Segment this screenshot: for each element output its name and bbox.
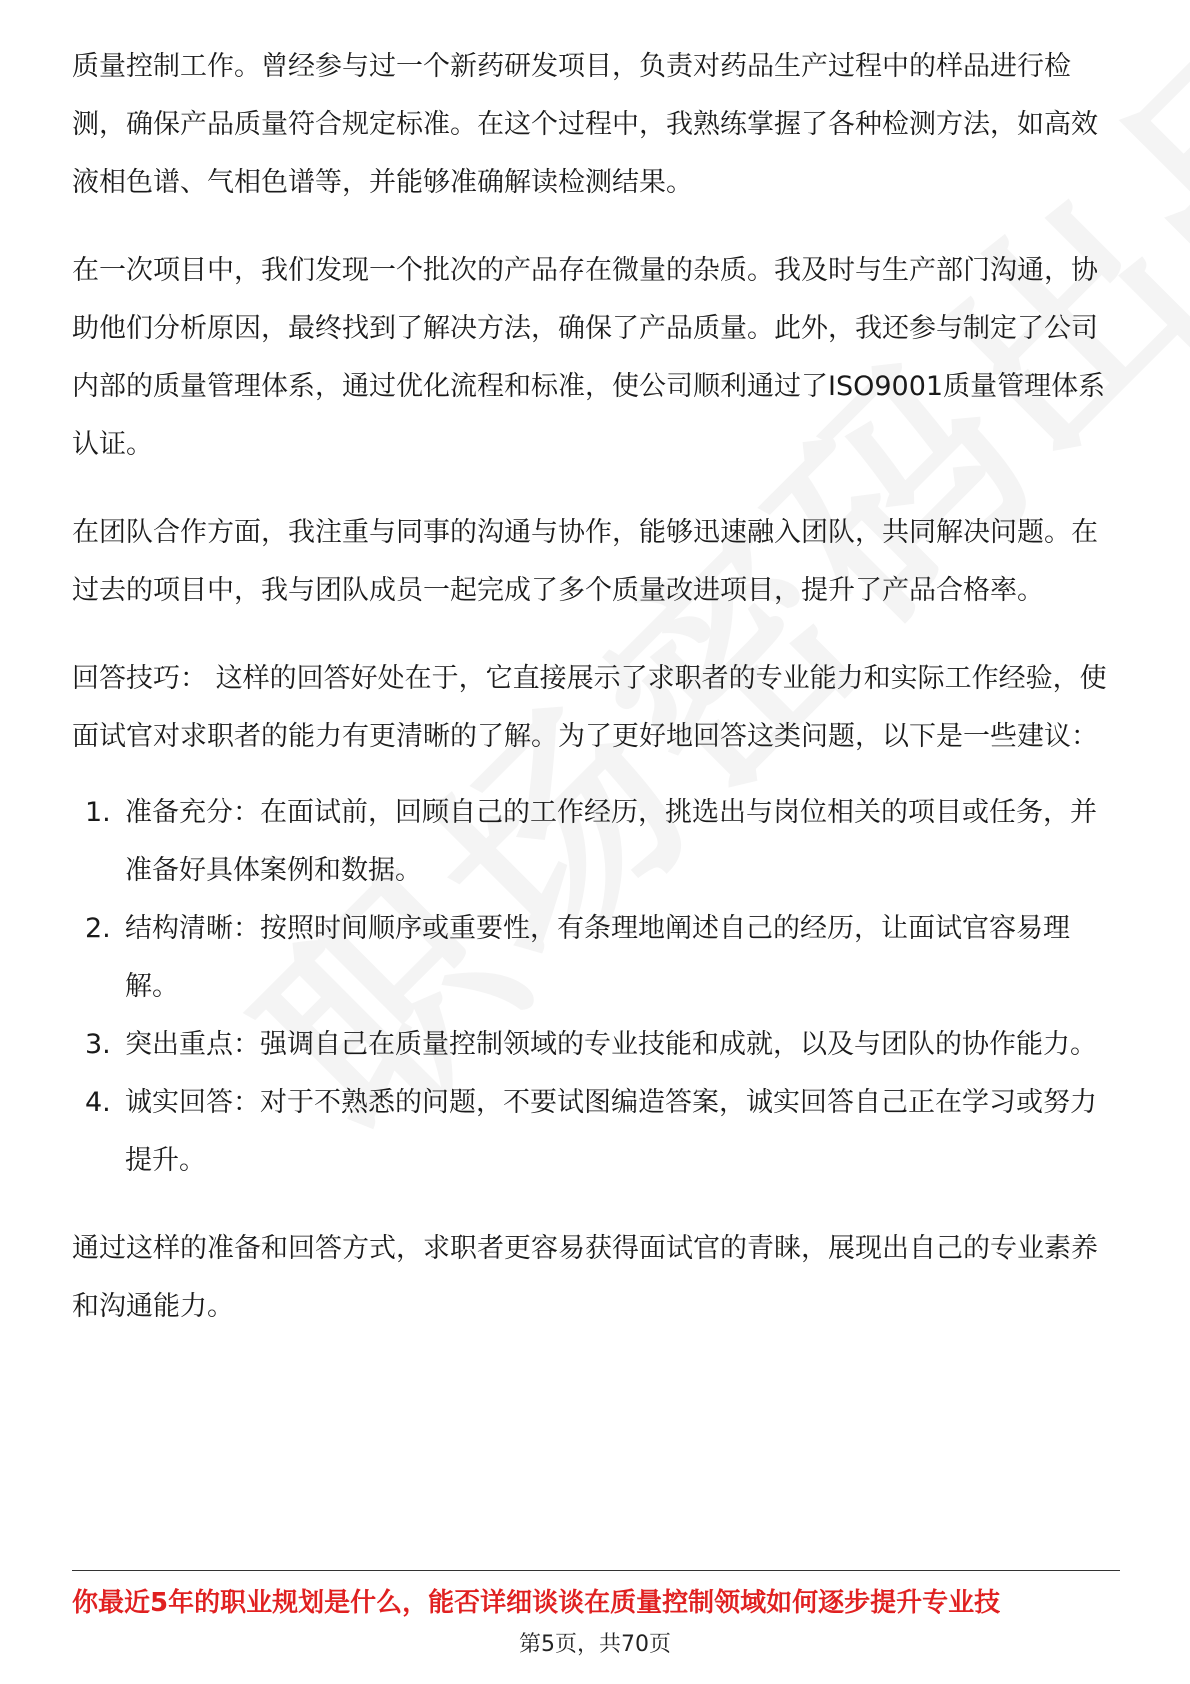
tips-list: [72, 784, 1120, 1190]
document-body: [72, 38, 1120, 1366]
list-item-text: 结构清晰：按照时间顺序或重要性，有条理地阐述自己的经历，让面试官容易理解。: [125, 913, 1070, 1002]
paragraph-project: 在一次项目中，我们发现一个批次的产品存在微量的杂质。我及时与生产部门沟通，协助他们分析原因，最终找到了解决方法，确保了产品质量。此外，我还参与制定了公司内部的质量管理体系，通过优化流程和标准，使公司顺利通过了ISO9001质量管理体系认证。: [72, 255, 1106, 460]
list-item: [72, 1074, 1120, 1190]
list-item-text: 准备充分：在面试前，回顾自己的工作经历，挑选出与岗位相关的项目或任务，并准备好具体案例和数据。: [125, 797, 1097, 886]
list-item-number: 4.: [85, 1087, 111, 1118]
list-item-number: 3.: [85, 1029, 111, 1060]
page-number: 第5页，共70页: [519, 1632, 671, 1657]
list-item: [72, 1016, 1120, 1074]
list-item: [72, 784, 1120, 900]
list-item-number: 2.: [85, 913, 111, 944]
next-question-title: 你最近5年的职业规划是什么，能否详细谈谈在质量控制领域如何逐步提升专业技: [72, 1588, 1001, 1618]
paragraph-experience: 质量控制工作。曾经参与过一个新药研发项目，负责对药品生产过程中的样品进行检测，确保产品质量符合规定标准。在这个过程中，我熟练掌握了各种检测方法，如高效液相色谱、气相色谱等，并能够准确解读检测结果。: [72, 51, 1098, 198]
footer-divider: [72, 1570, 1120, 1571]
list-item-text: 诚实回答：对于不熟悉的问题，不要试图编造答案，诚实回答自己正在学习或努力提升。: [125, 1087, 1097, 1176]
paragraph-answer-tips: 回答技巧： 这样的回答好处在于，它直接展示了求职者的专业能力和实际工作经验，使面试官对求职者的能力有更清晰的了解。为了更好地回答这类问题，以下是一些建议：: [72, 663, 1107, 752]
paragraph-teamwork: 在团队合作方面，我注重与同事的沟通与协作，能够迅速融入团队，共同解决问题。在过去的项目中，我与团队成员一起完成了多个质量改进项目，提升了产品合格率。: [72, 517, 1098, 606]
paragraph-closing: 通过这样的准备和回答方式，求职者更容易获得面试官的青睐，展现出自己的专业素养和沟通能力。: [72, 1233, 1098, 1322]
list-item: [72, 900, 1120, 1016]
list-item-number: 1.: [85, 797, 111, 828]
list-item-text: 突出重点：强调自己在质量控制领域的专业技能和成就，以及与团队的协作能力。: [125, 1029, 1097, 1060]
